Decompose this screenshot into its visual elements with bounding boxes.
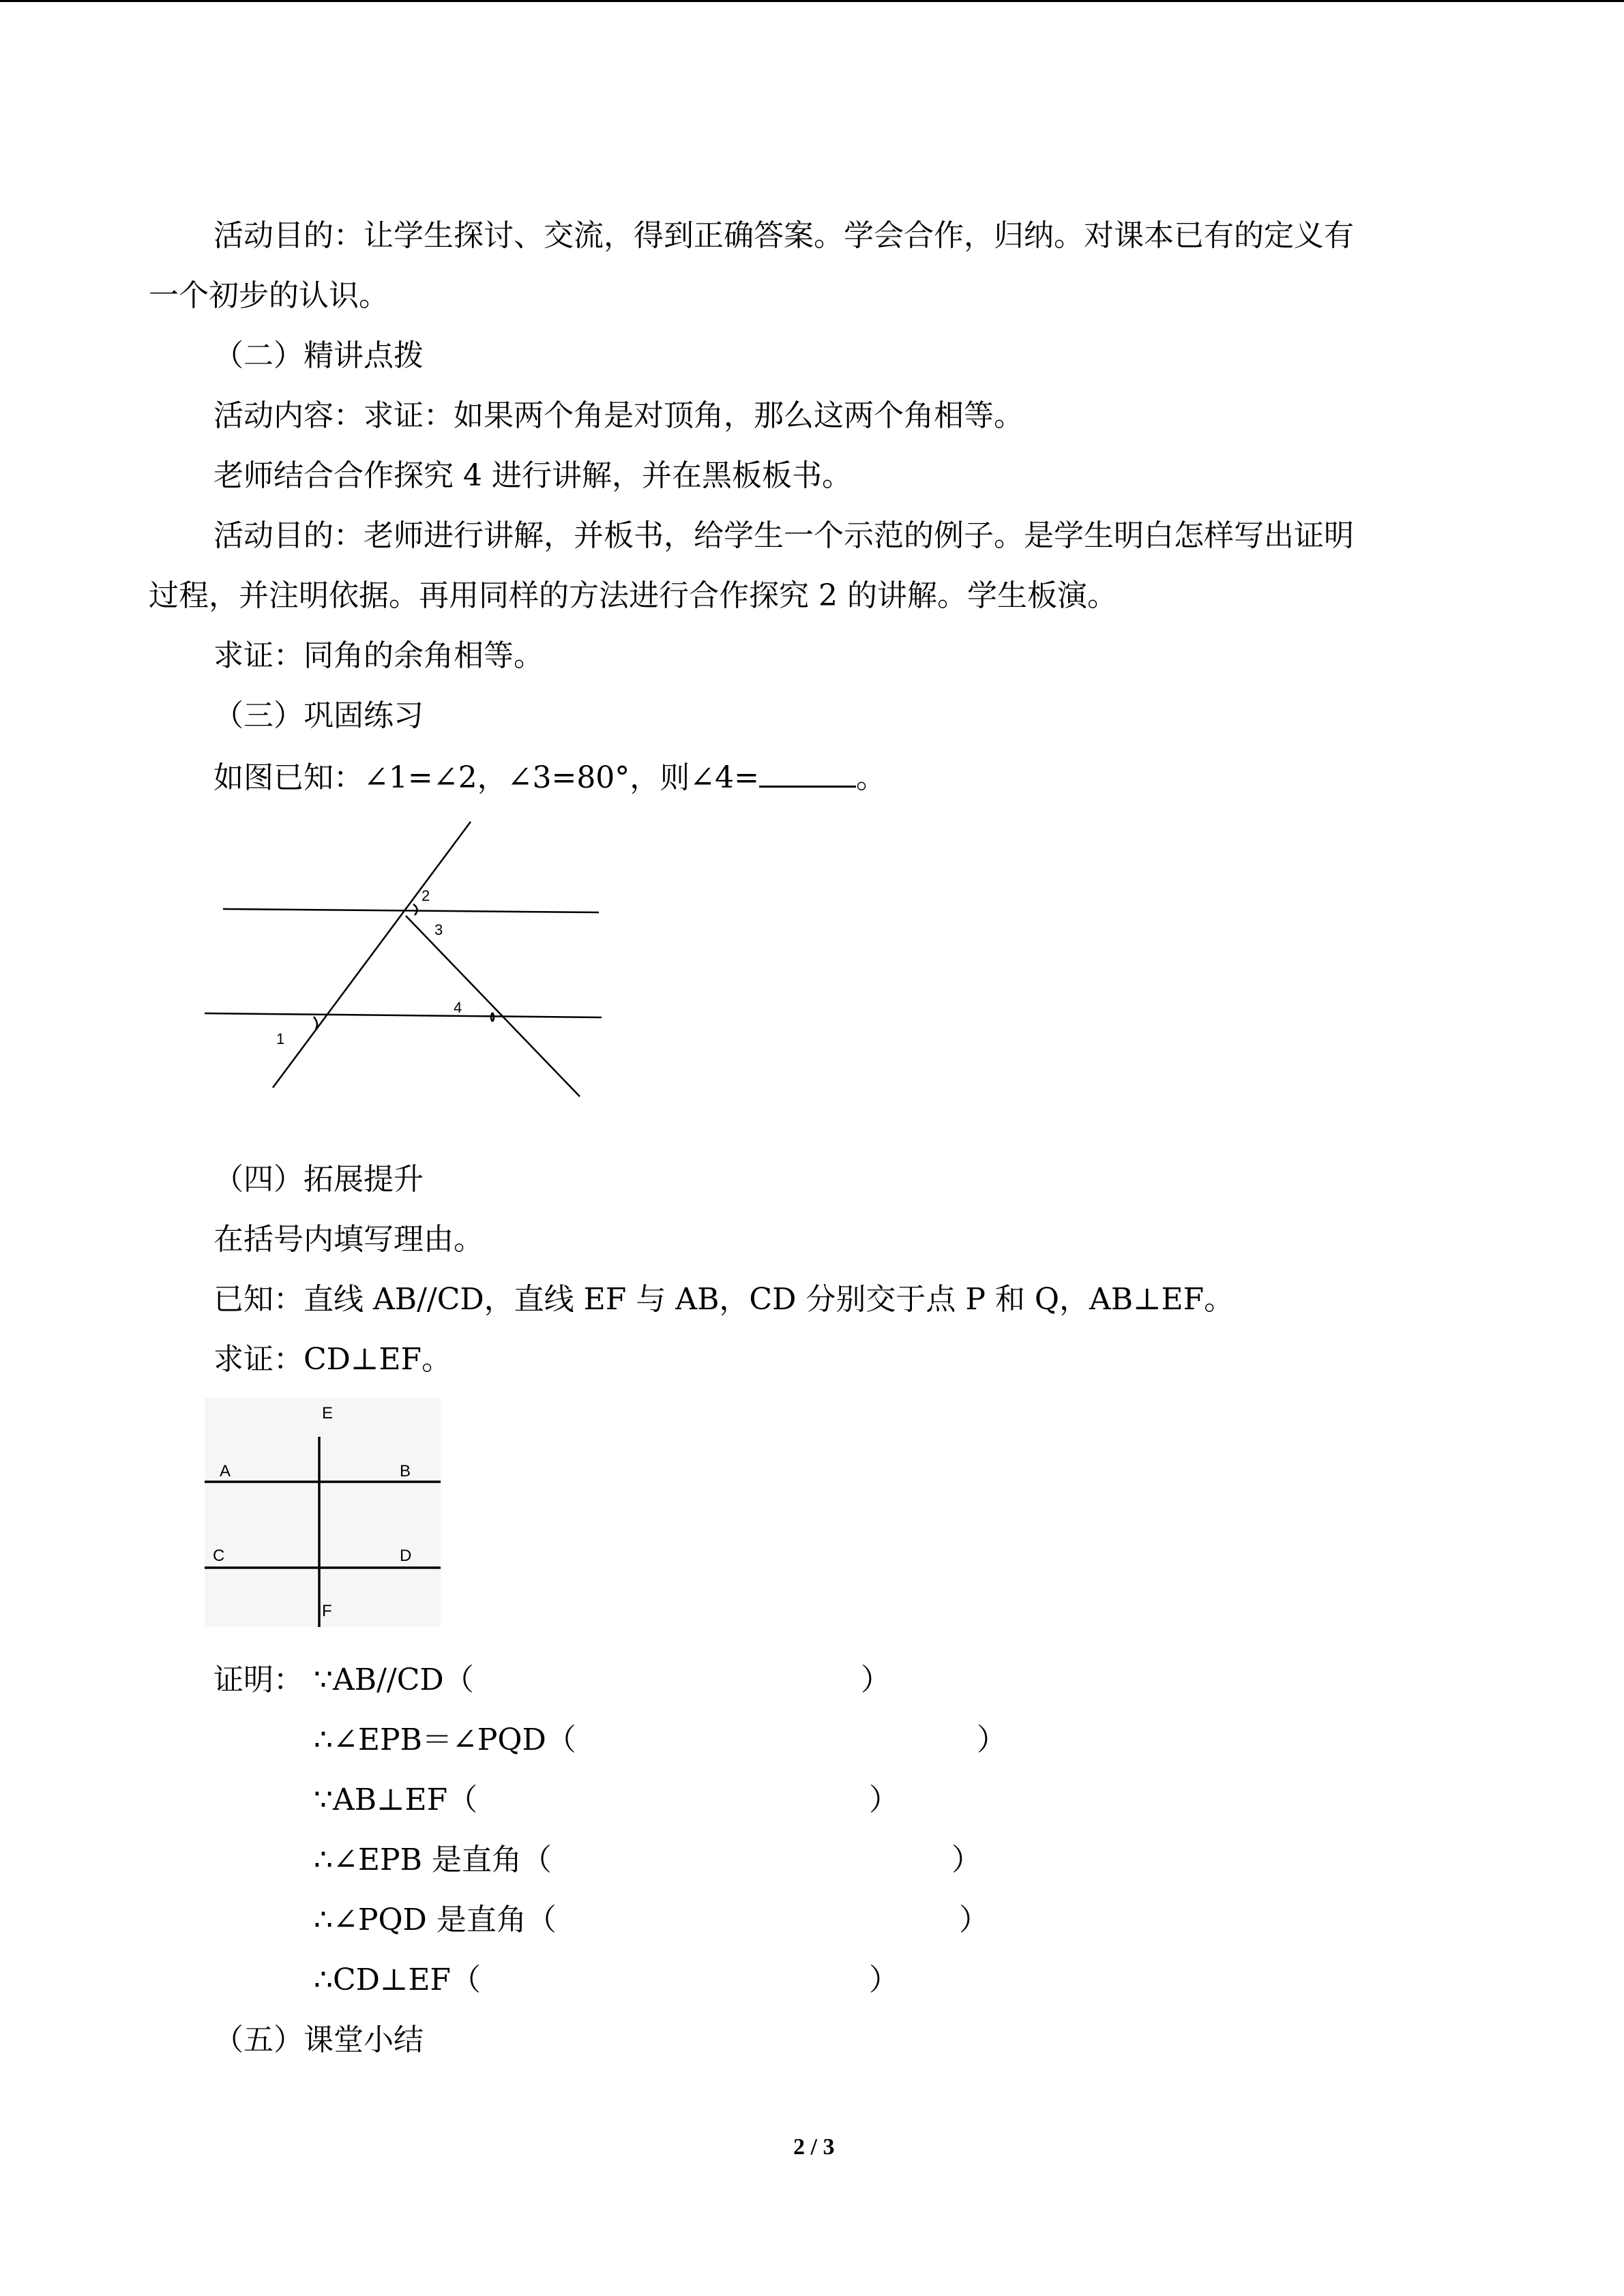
proof-step-6: ∴CD⊥EF（ <box>314 1963 481 1997</box>
label-f: F <box>322 1602 332 1620</box>
angle-label-2: 2 <box>422 887 430 904</box>
section-3-title: （三）巩固练习 <box>213 698 424 733</box>
proof-step-1-close: ） <box>861 1663 891 1697</box>
exercise-suffix: 。 <box>856 760 887 795</box>
activity-content-line: 活动内容：求证：如果两个角是对顶角，那么这两个角相等。 <box>213 398 1024 433</box>
activity-goal-2-line-2: 过程，并注明依据。再用同样的方法进行合作探究 2 的讲解。学生板演。 <box>149 578 1117 613</box>
given-line: 已知：直线 AB//CD，直线 EF 与 AB，CD 分别交于点 P 和 Q，AB⊥EF。 <box>213 1282 1235 1317</box>
angle-label-4: 4 <box>454 999 462 1016</box>
activity-goal-line-2: 一个初步的认识。 <box>149 278 389 313</box>
proof-step-3-close: ） <box>869 1783 899 1817</box>
proof-step-4: ∴∠EPB 是直角（ <box>314 1843 552 1877</box>
section-5-title: （五）课堂小结 <box>213 2023 424 2057</box>
label-c: C <box>213 1547 225 1565</box>
proof-step-1: ∵AB//CD（ <box>314 1663 474 1697</box>
proof-step-3: ∵AB⊥EF（ <box>314 1783 478 1817</box>
activity-goal-2-line-1: 活动目的：老师进行讲解，并板书，给学生一个示范的例子。是学生明白怎样写出证明 <box>213 518 1354 553</box>
section-4-title: （四）拓展提升 <box>213 1162 424 1197</box>
label-a: A <box>220 1462 231 1480</box>
exercise-text: 如图已知：∠1=∠2，∠3=80°，则∠4= <box>213 760 760 795</box>
label-e: E <box>322 1404 334 1422</box>
label-d: D <box>400 1547 412 1565</box>
section-2-title: （二）精讲点拨 <box>213 338 424 373</box>
page-top-border <box>0 0 1624 2</box>
fill-reason-line: 在括号内填写理由。 <box>213 1222 484 1257</box>
angle-label-1: 1 <box>276 1030 285 1047</box>
proof-step-2: ∴∠EPB＝∠PQD（ <box>314 1723 576 1757</box>
angle-label-3: 3 <box>434 921 443 938</box>
proof-step-6-close: ） <box>869 1963 899 1997</box>
activity-goal-line-1: 活动目的：让学生探讨、交流，得到正确答案。学会合作，归纳。对课本已有的定义有 <box>213 218 1354 253</box>
page-number: 2 / 3 <box>793 2134 835 2160</box>
teacher-line: 老师结合合作探究 4 进行讲解，并在黑板板书。 <box>213 458 852 493</box>
proof-step-5: ∴∠PQD 是直角（ <box>314 1903 557 1937</box>
proof-step-5-close: ） <box>959 1903 989 1937</box>
proof-step-2-close: ） <box>977 1723 1007 1757</box>
perpendicular-lines-figure <box>205 1398 441 1627</box>
label-b: B <box>400 1462 411 1480</box>
proof-step-4-close: ） <box>951 1843 981 1877</box>
parallel-lines-figure <box>198 815 621 1101</box>
prove-2-line: 求证：CD⊥EF。 <box>213 1342 452 1377</box>
exercise-line <box>213 757 886 797</box>
prove-line: 求证：同角的余角相等。 <box>213 638 544 673</box>
proof-label: 证明： <box>213 1663 304 1697</box>
answer-blank <box>759 757 856 788</box>
